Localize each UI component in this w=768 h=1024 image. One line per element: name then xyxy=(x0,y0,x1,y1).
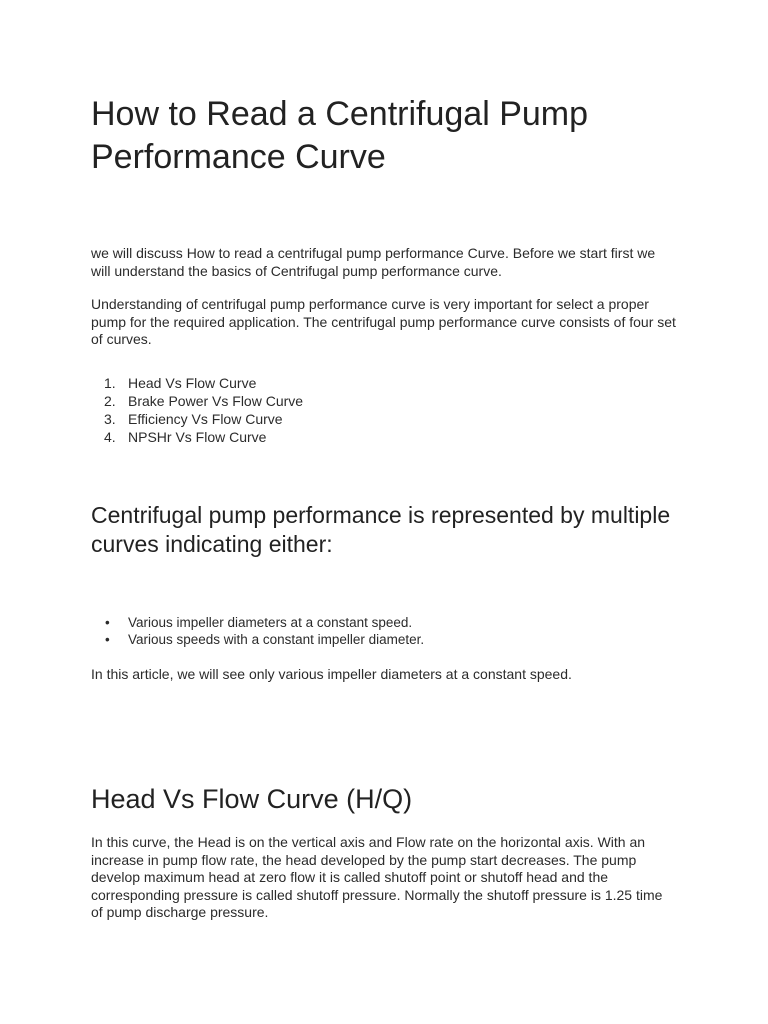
head-vs-flow-paragraph: In this curve, the Head is on the vertical axis and Flow rate on the horizontal axis. With an increase in pump flow rate, the head developed by the pump start decreases. The pump develop maximum head at zero flow it is called shutoff point or shutoff head and the corresponding pressure is called shutoff pressure. Normally the shutoff pressure is 1.25 time of pump discharge pressure. xyxy=(91,834,663,920)
representation-bullet-list xyxy=(91,614,424,648)
curve-types-list xyxy=(91,374,303,446)
list-item-text: NPSHr Vs Flow Curve xyxy=(128,429,267,445)
list-item-text: Efficiency Vs Flow Curve xyxy=(128,411,283,427)
list-item-text: Brake Power Vs Flow Curve xyxy=(128,393,304,409)
list-item-text: Various speeds with a constant impeller diameter. xyxy=(128,632,425,647)
list-item xyxy=(91,614,424,631)
list-item xyxy=(91,410,303,428)
list-item-text: Various impeller diameters at a constant speed. xyxy=(128,615,413,630)
intro-paragraph: we will discuss How to read a centrifugal pump performance Curve. Before we start first we will understand the basics of Centrifugal pump performance curve. xyxy=(91,245,656,279)
list-item xyxy=(91,374,303,392)
list-item xyxy=(91,392,303,410)
list-number: 3. xyxy=(104,411,116,427)
bullet-icon: • xyxy=(105,632,110,647)
head-vs-flow-heading: Head Vs Flow Curve (H/Q) xyxy=(91,784,413,814)
list-item xyxy=(91,428,303,446)
list-number: 2. xyxy=(104,393,116,409)
representation-subheading: Centrifugal pump performance is represented by multiple curves indicating either: xyxy=(91,502,671,557)
article-note-paragraph: In this article, we will see only various impeller diameters at a constant speed. xyxy=(91,666,572,682)
list-number: 1. xyxy=(104,375,116,391)
list-number: 4. xyxy=(104,429,116,445)
understanding-paragraph: Understanding of centrifugal pump performance curve is very important for select a proper pump for the required application. The centrifugal pump performance curve consists of four set of curves. xyxy=(91,296,676,347)
list-item-text: Head Vs Flow Curve xyxy=(128,375,257,391)
bullet-icon: • xyxy=(105,615,110,630)
article-title: How to Read a Centrifugal Pump Performance Curve xyxy=(91,95,589,176)
list-item xyxy=(91,631,424,648)
